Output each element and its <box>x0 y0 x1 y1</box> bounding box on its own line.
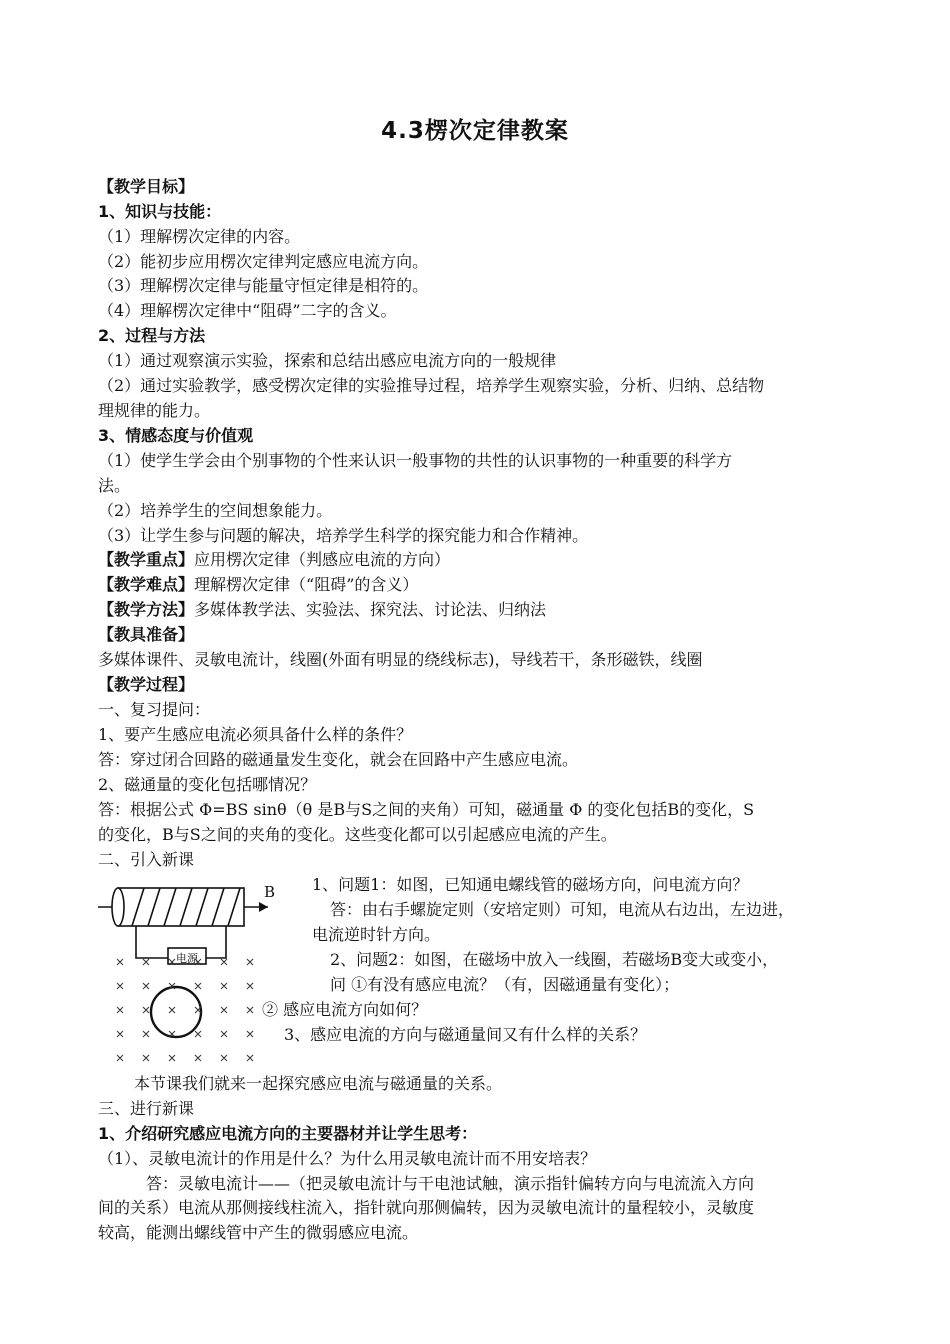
text-line: （1）使学生学会由个别事物的个性来认识一般事物的共性的认识事物的一种重要的科学方 <box>98 451 733 470</box>
text-line: 理规律的能力。 <box>98 401 211 420</box>
field-cross-mark <box>221 983 227 989</box>
text-line: 答：灵敏电流计——（把灵敏电流计与干电池试触，演示指针偏转方向与电流流入方向 <box>146 1174 755 1193</box>
field-cross-mark <box>117 983 123 989</box>
question-line: ② 感应电流方向如何？ <box>262 1000 428 1019</box>
text-line: （2）能初步应用楞次定律判定感应电流方向。 <box>98 252 429 271</box>
text-line: （4）理解楞次定律中“阻碍”二字的含义。 <box>98 301 397 320</box>
text-line: 1、要产生感应电流必须具备什么样的条件？ <box>98 725 413 744</box>
subheading-process: 2、过程与方法 <box>98 326 206 345</box>
field-cross-mark <box>143 1007 149 1013</box>
label: 【教学难点】 <box>98 575 195 594</box>
subheading-equipment: 1、介绍研究感应电流方向的主要器材并让学生思考： <box>98 1124 478 1143</box>
section-heading-objectives: 【教学目标】 <box>98 177 195 196</box>
field-cross-mark <box>221 959 227 965</box>
value: 应用楞次定律（判感应电流的方向） <box>194 550 451 569</box>
field-cross-mark <box>169 1007 175 1013</box>
text-line: （1）、灵敏电流计的作用是什么？为什么用灵敏电流计而不用安培表？ <box>98 1149 597 1168</box>
field-cross-mark <box>143 1031 149 1037</box>
text-line: （1）理解楞次定律的内容。 <box>98 227 301 246</box>
question-line: 1、问题1：如图，已知通电螺线管的磁场方向，问电流方向？ <box>312 875 749 894</box>
field-cross-mark <box>117 959 123 965</box>
field-cross-mark <box>117 1031 123 1037</box>
key-point-zhunbei-label: 【教具准备】 <box>98 625 195 644</box>
field-cross-mark <box>221 1055 227 1061</box>
field-cross-mark <box>247 1007 253 1013</box>
value: 多媒体教学法、实验法、探究法、讨论法、归纳法 <box>194 600 547 619</box>
page-title: 4.3楞次定律教案 <box>381 118 569 144</box>
text-line: 的变化，B与S之间的夹角的变化。这些变化都可以引起感应电流的产生。 <box>98 825 617 844</box>
field-cross-mark <box>247 983 253 989</box>
field-cross-mark <box>195 1031 201 1037</box>
field-cross-mark <box>117 1055 123 1061</box>
field-cross-mark <box>221 1007 227 1013</box>
field-cross-mark <box>247 1031 253 1037</box>
field-cross-mark <box>117 1007 123 1013</box>
solenoid-figure <box>96 876 276 1066</box>
field-cross-mark <box>195 983 201 989</box>
field-cross-mark <box>143 959 149 965</box>
key-point-fangfa <box>98 598 858 622</box>
field-cross-mark <box>247 1055 253 1061</box>
text-line: 答：穿过闭合回路的磁通量发生变化，就会在回路中产生感应电流。 <box>98 750 579 769</box>
question-line: 问 ①有没有感应电流？（有，因磁通量有变化）； <box>330 975 680 994</box>
text-line: 二、引入新课 <box>98 850 195 869</box>
question-line: 2、问题2：如图，在磁场中放入一线圈，若磁场B变大或变小， <box>330 950 779 969</box>
field-cross-mark <box>221 1031 227 1037</box>
text-line: 间的关系）电流从那侧接线柱流入，指针就向那侧偏转，因为灵敏电流计的量程较小，灵敏度 <box>98 1198 755 1217</box>
text-line: （3）让学生参与问题的解决，培养学生科学的探究能力和合作精神。 <box>98 526 589 545</box>
field-cross-mark <box>169 1055 175 1061</box>
text-line: 三、进行新课 <box>98 1099 195 1118</box>
value: 理解楞次定律（“阻碍”的含义） <box>194 575 419 594</box>
text-line: 一、复习提问： <box>98 700 211 719</box>
text-line: 2、磁通量的变化包括哪情况？ <box>98 775 317 794</box>
text-line: 较高，能测出螺线管中产生的微弱感应电流。 <box>98 1223 419 1242</box>
question-line: 电流逆时针方向。 <box>312 925 441 944</box>
text-line: （1）通过观察演示实验，探索和总结出感应电流方向的一般规律 <box>98 351 557 370</box>
label-b: B <box>264 883 276 901</box>
field-crosses <box>117 959 253 1061</box>
field-cross-mark <box>143 1055 149 1061</box>
key-point-nandian <box>98 573 858 597</box>
question-line: 3、感应电流的方向与磁通量间又有什么样的关系？ <box>284 1025 647 1044</box>
field-cross-mark <box>195 1055 201 1061</box>
text-line: 本节课我们就来一起探究感应电流与磁通量的关系。 <box>134 1074 503 1093</box>
subheading-knowledge: 1、知识与技能： <box>98 202 222 221</box>
text-line: 法。 <box>98 476 131 495</box>
key-point-guocheng: 【教学过程】 <box>98 675 195 694</box>
field-cross-mark <box>247 959 253 965</box>
key-point-zhongdian <box>98 548 858 572</box>
question-line: 答：由右手螺旋定则（安培定则）可知，电流从右边出，左边进， <box>330 900 795 919</box>
text-line: （2）培养学生的空间想象能力。 <box>98 501 333 520</box>
text-line: （2）通过实验教学，感受楞次定律的实验推导过程，培养学生观察实验，分析、归纳、总结物 <box>98 376 765 395</box>
label: 【教学重点】 <box>98 550 195 569</box>
label: 【教学方法】 <box>98 600 195 619</box>
label-power: 电源 <box>176 952 198 965</box>
subheading-emotion: 3、情感态度与价值观 <box>98 426 254 445</box>
field-cross-mark <box>143 983 149 989</box>
key-point-zhunbei-text: 多媒体课件、灵敏电流计，线圈(外面有明显的绕线标志)，导线若干，条形磁铁，线圈 <box>98 650 703 669</box>
text-line: 答：根据公式 Φ=BS sinθ（θ 是B与S之间的夹角）可知，磁通量 Φ 的变化包括B的变化，S <box>98 800 755 819</box>
text-line: （3）理解楞次定律与能量守恒定律是相符的。 <box>98 276 429 295</box>
